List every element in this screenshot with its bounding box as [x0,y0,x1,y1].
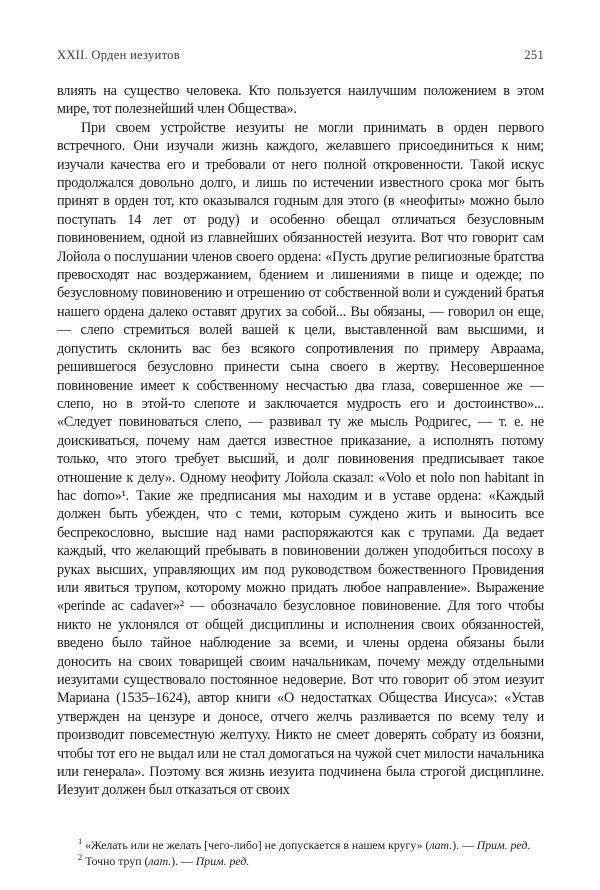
footnote-1-editor-note: Прим. ред. [476,838,531,852]
footnote-1-marker: 1 [78,836,83,847]
footnote-2-editor-note: Прим. ред. [195,853,250,868]
paragraph-main: При своем устройстве иезуиты не могли принимать в орден первого встречного. Они изучали жизнь каждого, желавшего присоединиться к ним; изучали качества его и требовали от него полной откровенности. Такой искус продолжался довольно долго, и лишь по истечении известного срока мог быть принят в орден тот, кто оказывался годным для этого (в «неофиты» можно было поступать 14 лет от роду) и особенно обещал отличаться безусловным повиновением, одной из главнейших обязанностей иезуита. Вот что говорит сам Лойола о послушании членов своего ордена: «Пусть другие религиозные братства превосходят нас воздержанием, бдением и лишениями в пище и одежде; по безусловному повиновению и отрешению от собственной воли и суждений братья нашего ордена далеко оставят других за собой... Вы обязаны, — говорил он еще, — слепо стремиться волей вашей к цели, выставленной вам высшими, и допустить склонить вас без всякого сопротивления по примеру Авраама, решившегося безусловно принести сына своего в жертву. Несовершенное повиновение имеет к собственному несчастью два глаза, совершенное же — слепо, но в этой-то слепоте и заключается мудрость его и достоинство»... «Следует повиноваться слепо, — развивал ту же мысль Родригес, — т. е. не доискиваться, почему нам дается известное приказание, а исполнять потому только, что этого требует высший, и долг повиновения предписывает такое отношение к делу». Одному неофиту Лойола сказал: «Volo et nolo non habitant in hac domo»¹. Такие же предписания мы находим и в уставе ордена: «Каждый должен быть убежден, что с теми, которым суждено жить и выносить все беспрекословно, высшие над нами распоряжаются как с трупами. Да ведает каждый, что желающий пребывать в повиновении должен уподобиться посоху в руках высших, управляющих им под руководством божественного Провидения или явиться трупом, которому можно придать любое направление». Выражение «perinde ac cadaver»² — обозначало безусловное повиновение. Для того чтобы никто не уклонялся от общей дисциплины и исполнения своих обязанностей, введено было тайное наблюдение за всеми, и члены ордена обязаны были доносить на своих товарищей своим начальникам, почему между отдельными иезуитами существовало постоянное недоверие. Вот что говорит об этом иезуит Мариана (1535–1624), автор книги «О недостатках Общества Иисуса»: «Устав утвержден на цензуре и доносе, отчего желчь разливается по всему телу и производит повсеместную желтуху. Никто не смеет доверять собрату из боязни, чтобы тот его не выдал или не стал домогаться на чужой счет милости начальника или генерала». Поэтому вся жизнь иезуита подчинена была строгой дисциплине. Иезуит должен был отказаться от своих [57,119,544,799]
footnotes [57,838,544,869]
footnote-1-separator: ). — [452,838,477,852]
footnote-1-lat-label: лат. [429,838,453,852]
footnote-1-text: «Желать или не желать [чего-либо] не допускается в нашем кругу» ( [85,838,430,852]
running-header [57,48,544,63]
footnote-2-separator: ). — [171,853,196,868]
footnote-2-marker: 2 [78,851,83,862]
page-number: 251 [524,48,544,62]
footnote-2-lat-label: лат. [148,853,172,868]
running-header-chapter: XXII. Орден иезуитов [57,48,180,62]
paragraph-continuation: влиять на существо человека. Кто пользуется наилучшим положением в этом мире, тот полезнейший член Общества». [57,83,544,118]
body-text [57,82,544,836]
footnote-2-text: Точно труп ( [85,853,149,868]
footnote-2 [57,851,544,870]
footnote-1 [57,838,544,854]
